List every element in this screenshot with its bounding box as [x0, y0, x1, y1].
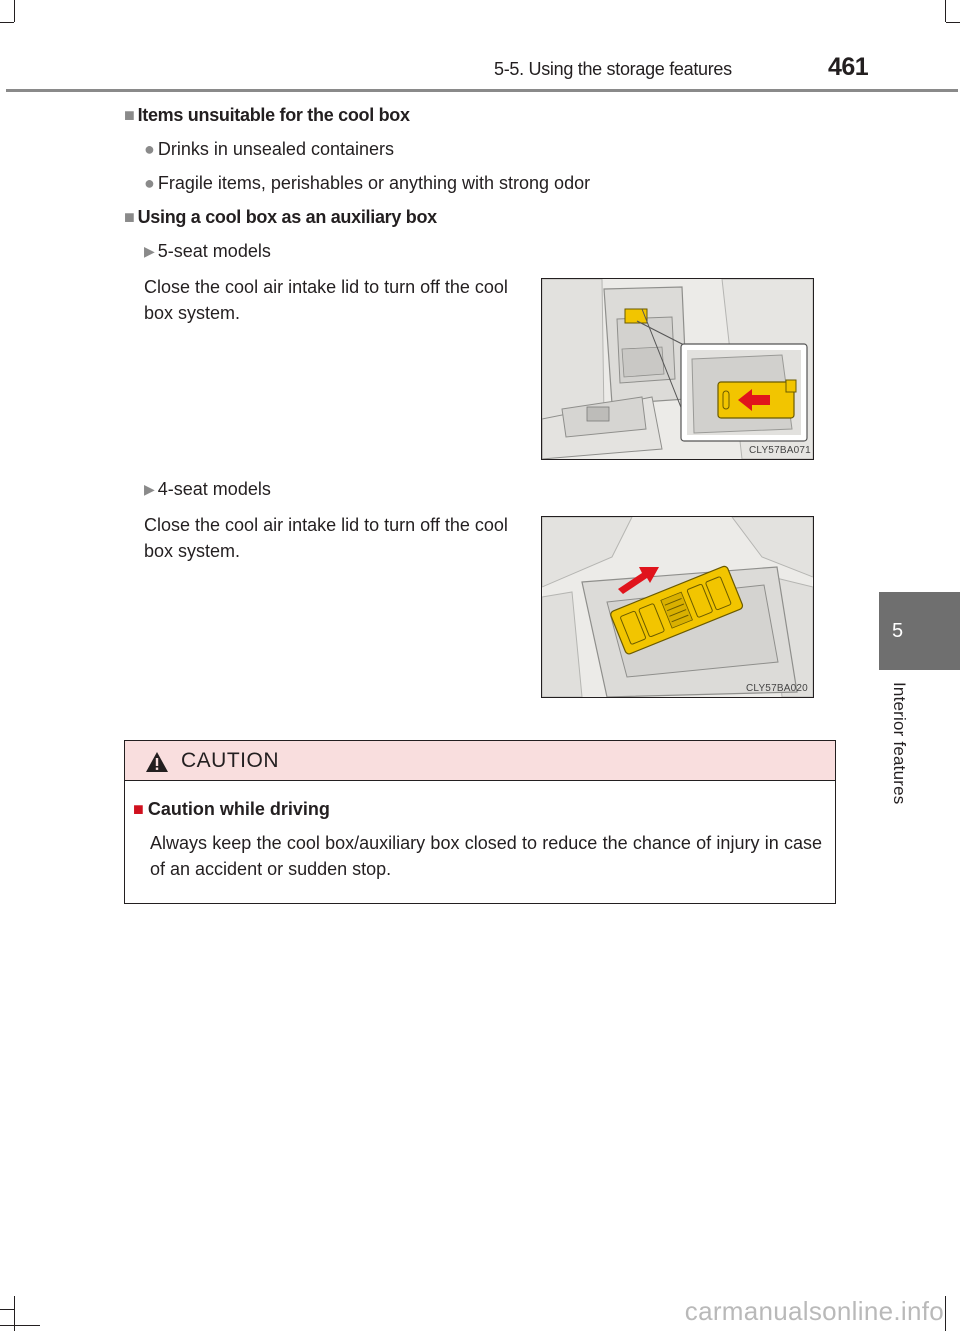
- crop-mark: [0, 1309, 14, 1310]
- circle-bullet-icon: ●: [144, 173, 155, 193]
- warning-triangle-icon: [145, 751, 169, 773]
- figure-5-seat: [541, 278, 814, 460]
- crop-mark: [945, 1296, 946, 1331]
- caution-title: CAUTION: [181, 749, 279, 772]
- red-square-icon: ■: [133, 799, 144, 819]
- triangle-bullet-icon: ▶: [144, 481, 155, 497]
- watermark: carmanualsonline.info: [684, 1296, 944, 1326]
- crop-mark: [0, 22, 14, 23]
- cool-box-illustration-5-seat: [542, 279, 813, 459]
- caution-box: [124, 740, 836, 904]
- triangle-bullet-icon: ▶: [144, 243, 155, 259]
- figure-4-seat: [541, 516, 814, 698]
- chapter-tab: [879, 592, 960, 670]
- heading-unsuitable: [124, 105, 410, 126]
- section-title: 5-5. Using the storage features: [494, 59, 732, 79]
- model-label-text: 4-seat models: [157, 479, 271, 499]
- cool-box-illustration-4-seat: [542, 517, 813, 697]
- instruction-5-seat: Close the cool air intake lid to turn off the cool box system.: [144, 277, 508, 323]
- list-item: [144, 139, 394, 160]
- crop-mark: [945, 0, 946, 22]
- chapter-label: Interior features: [890, 682, 909, 805]
- header-divider: [6, 89, 958, 92]
- square-bullet-icon: ■: [124, 207, 135, 227]
- model-label-text: 5-seat models: [157, 241, 271, 261]
- crop-mark: [946, 22, 960, 23]
- heading-text: Using a cool box as an auxiliary box: [137, 207, 437, 227]
- figure-code: CLY57BA020: [746, 683, 808, 694]
- instruction-4-seat: Close the cool air intake lid to turn off the cool box system.: [144, 515, 508, 561]
- circle-bullet-icon: ●: [144, 139, 155, 159]
- caution-subheading: [133, 799, 330, 820]
- list-item-text: Drinks in unsealed containers: [157, 139, 395, 159]
- chapter-number: 5: [891, 619, 904, 642]
- heading-text: Items unsuitable for the cool box: [137, 105, 410, 125]
- caution-subheading-text: Caution while driving: [147, 799, 330, 819]
- figure-code: CLY57BA071: [749, 445, 811, 456]
- caution-text: Always keep the cool box/auxiliary box closed to reduce the chance of injury in case of an accident or sudden stop.: [150, 833, 822, 879]
- heading-auxiliary: [124, 207, 437, 228]
- square-bullet-icon: ■: [124, 105, 135, 125]
- page-number: 461: [828, 53, 869, 81]
- model-label-5-seat: [144, 241, 271, 262]
- caution-header: [125, 741, 835, 781]
- crop-mark: [14, 0, 15, 22]
- list-item-text: Fragile items, perishables or anything with strong odor: [157, 173, 591, 193]
- model-label-4-seat: [144, 479, 271, 500]
- crop-mark: [0, 1325, 40, 1326]
- list-item: [144, 173, 590, 194]
